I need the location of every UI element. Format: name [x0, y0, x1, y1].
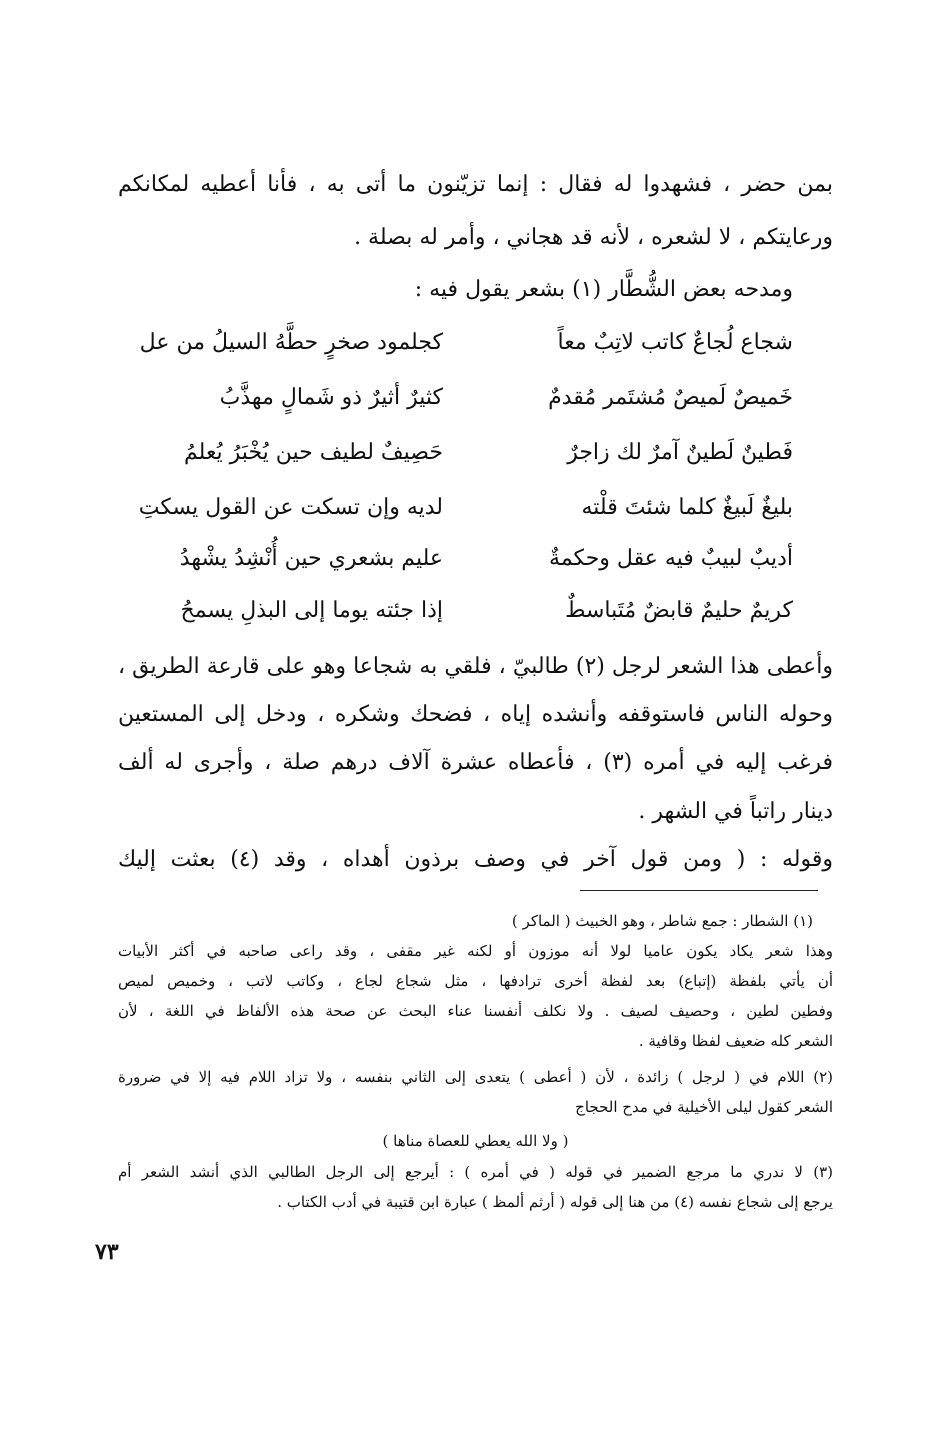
verse-3	[153, 435, 793, 475]
verse-6	[153, 593, 793, 633]
verse-1-second-hemistich: كجلمود صخرٍ حطَّهُ السيلُ من عل	[139, 330, 443, 355]
footnote-1-line-1: (١) الشطار : جمع شاطر ، وهو الخبيث ( الماكر )	[511, 912, 813, 930]
footnote-1-line-4: وفطين لطين ، وحصيف لصيف . ولا نكلف أنفسنا عناء البحث عن صحة هذه الألفاظ في اللغة ، لأن	[118, 1002, 833, 1020]
body-line-2: ورعايتكم ، لا لشعره ، لأنه قد هجاني ، وأمر له بصلة .	[354, 225, 833, 250]
verse-4	[138, 490, 793, 530]
footnote-2-poem-quote: ( ولا الله يعطي للعصاة مناها )	[382, 1132, 569, 1150]
footnote-2-line-2: الشعر كقول ليلى الأخيلية في مدح الحجاج	[575, 1098, 833, 1116]
footnote-2-line-1: (٢) اللام في ( لرجل ) زائدة ، لأن ( أعطى ) يتعدى إلى الثاني بنفسه ، ولا تزاد اللام فيه إلا في ضرورة	[118, 1068, 833, 1086]
footnote-3-4-line: يرجع إلى شجاع نفسه (٤) من هنا إلى قوله ( أرثم ألمظ ) عبارة ابن قتيبة في أدب الكتاب .	[277, 1193, 833, 1211]
paragraph-line-3: فرغب إليه في أمره (٣) ، فأعطاه عشرة آلاف درهم صلة ، وأجرى له ألف	[118, 750, 833, 775]
verse-3-second-hemistich: حَصِيفٌ لطيف حين يُخْبَرُ يُعلمُ	[184, 440, 443, 465]
paragraph-line-4: دينار راتباً في الشهر .	[638, 799, 833, 824]
verse-6-first-hemistich: كريمٌ حليمٌ قابضٌ مُتَباسطٌ	[565, 598, 793, 623]
footnote-separator	[580, 890, 818, 891]
verse-1	[139, 325, 793, 365]
footnote-1-line-5: الشعر كله ضعيف لفظا وقافية .	[638, 1032, 833, 1050]
verse-4-second-hemistich: لديه وإن تسكت عن القول يسكتِ	[138, 495, 443, 520]
verse-3-first-hemistich: فَطينٌ لَطينٌ آمرٌ لك زاجرٌ	[567, 440, 793, 465]
verse-1-first-hemistich: شجاع لُجاعٌ كاتب لاتِبٌ معاً	[557, 330, 793, 355]
verse-5-second-hemistich: عليم بشعري حين أُنْشِدُ يشْهدُ	[179, 546, 443, 571]
verse-5	[153, 541, 793, 581]
verse-2-second-hemistich: كثيرٌ أثيرٌ ذو شَمالٍ مهذَّبُ	[219, 385, 443, 410]
footnote-1-line-2: وهذا شعر يكاد يكون عاميا لولا أنه موزون أو لكنه غير مقفى ، وقد راعى صاحبه في أكثر الأبيات	[118, 942, 833, 960]
body-last-line: وقوله : ( ومن قول آخر في وصف برذون أهداه ، وقد (٤) بعثت إليك	[118, 847, 833, 872]
verse-2-first-hemistich: خَميصٌ لَميصٌ مُشتَمر مُقدمٌ	[548, 385, 793, 410]
footnote-3-line-1: (٣) لا ندري ما مرجع الضمير في قوله ( في أمره ) : أيرجع إلى الرجل الطالبي الذي أنشد الشعر أم	[118, 1163, 833, 1181]
verse-6-second-hemistich: إذا جئته يوما إلى البذلِ يسمحُ	[180, 598, 443, 623]
body-line-1: بمن حضر ، فشهدوا له فقال : إنما تزيّنون ما أتى به ، فأنا أعطيه لمكانكم	[118, 172, 833, 197]
verse-2	[153, 380, 793, 420]
verse-4-first-hemistich: بليغٌ لَبيغٌ كلما شئتَ قلْته	[581, 495, 793, 520]
verse-5-first-hemistich: أديبٌ لبيبٌ فيه عقل وحكمةٌ	[549, 546, 793, 571]
footnote-1-line-3: أن يأتي بلفظة (إتباع) بعد لفظة أخرى ترادفها ، مثل شجاع لجاع ، وكاتب لاتب ، وخميص لميص	[118, 972, 833, 990]
paragraph-line-1: وأعطى هذا الشعر لرجل (٢) طالبيّ ، فلقي به شجاعا وهو على قارعة الطريق ،	[118, 654, 833, 679]
page-number: ٧٣	[95, 1239, 119, 1265]
body-line-3: ومدحه بعض الشُّطَّار (١) بشعر يقول فيه :	[414, 277, 793, 302]
paragraph-line-2: وحوله الناس فاستوقفه وأنشده إياه ، فضحك وشكره ، ودخل إلى المستعين	[118, 702, 833, 727]
